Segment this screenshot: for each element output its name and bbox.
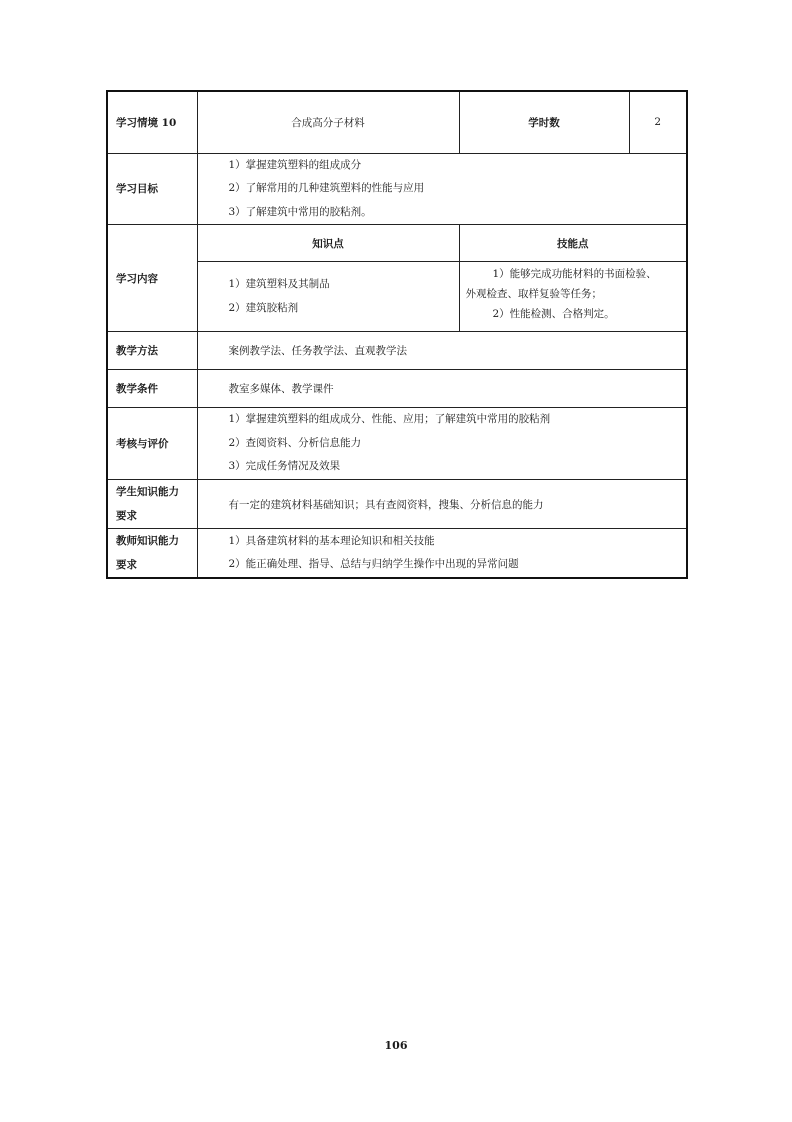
student-req-label (107, 480, 197, 529)
situation-row (107, 91, 687, 153)
conditions-label: 教学条件 (107, 370, 197, 408)
teacher-req-label-line2: 要求 (116, 559, 137, 571)
knowledge-header: 知识点 (197, 225, 459, 262)
teacher-req-row (107, 529, 687, 579)
page-number: 106 (384, 1039, 408, 1052)
goals-row (107, 153, 687, 225)
content-header-row (107, 225, 687, 262)
skills-header: 技能点 (459, 225, 687, 262)
assessment-row (107, 408, 687, 480)
teacher-req-label-line1: 教师知识能力 (116, 535, 179, 547)
assessment-item: 1）掌握建筑塑料的组成成分、性能、应用；了解建筑中常用的胶粘剂 (228, 413, 551, 426)
goal-item: 2）了解常用的几种建筑塑料的性能与应用 (228, 182, 425, 194)
situation-value: 合成高分子材料 (197, 91, 459, 153)
methods-value: 案例教学法、任务教学法、直观教学法 (197, 332, 687, 370)
student-req-row (107, 480, 687, 529)
skills-item: 2）性能检测、合格判定。 (492, 308, 615, 320)
assessment-cell (197, 408, 687, 480)
knowledge-item: 1）建筑塑料及其制品 (228, 278, 330, 290)
content-label: 学习内容 (107, 225, 197, 332)
hours-label: 学时数 (459, 91, 629, 153)
assessment-label: 考核与评价 (107, 408, 197, 480)
teacher-req-item: 1）具备建筑材料的基本理论知识和相关技能 (228, 534, 435, 547)
conditions-row (107, 370, 687, 408)
assessment-item: 2）查阅资料、分析信息能力 (228, 436, 362, 449)
assessment-item: 3）完成任务情况及效果 (228, 460, 341, 473)
goal-item: 3）了解建筑中常用的胶粘剂。 (228, 205, 372, 218)
teacher-req-cell (197, 529, 687, 579)
skills-item: 1）能够完成功能材料的书面检验、 (492, 268, 657, 280)
methods-row (107, 332, 687, 370)
knowledge-cell (197, 262, 459, 332)
skills-item: 外观检查、取样复验等任务； (465, 288, 602, 300)
goals-cell (197, 153, 687, 225)
knowledge-item: 2）建筑胶粘剂 (228, 301, 299, 314)
skills-cell (459, 262, 687, 332)
course-info-table (106, 90, 688, 579)
goals-label: 学习目标 (107, 153, 197, 225)
student-req-label-line2: 要求 (116, 510, 137, 522)
student-req-label-line1: 学生知识能力 (116, 486, 179, 498)
methods-label: 教学方法 (107, 332, 197, 370)
conditions-value: 教室多媒体、教学课件 (197, 370, 687, 408)
hours-value: 2 (629, 91, 687, 153)
student-req-value: 有一定的建筑材料基础知识；具有查阅资料，搜集、分析信息的能力 (197, 480, 687, 529)
teacher-req-item: 2）能正确处理、指导、总结与归纳学生操作中出现的异常问题 (228, 558, 519, 570)
situation-label: 学习情境 10 (107, 91, 197, 153)
teacher-req-label (107, 529, 197, 579)
goal-item: 1）掌握建筑塑料的组成成分 (228, 158, 362, 171)
